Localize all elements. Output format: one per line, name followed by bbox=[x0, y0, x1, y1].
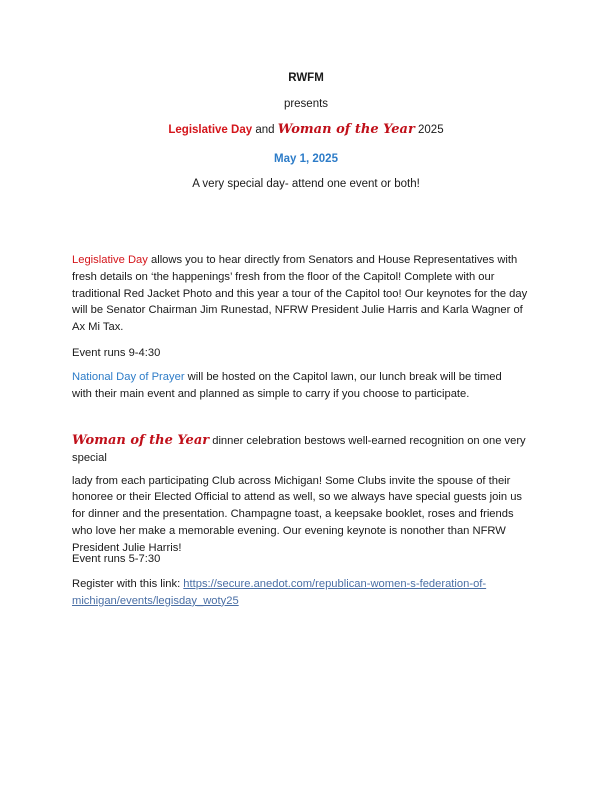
legislative-paragraph bbox=[72, 252, 540, 336]
prayer-paragraph bbox=[72, 369, 540, 403]
legislative-lead: Legislative Day bbox=[72, 254, 148, 266]
event-title-line bbox=[0, 122, 612, 137]
legislative-line-5: Ax Mi Tax. bbox=[72, 321, 124, 334]
and-text: and bbox=[255, 124, 275, 136]
woty-line-2: lady from each participating Club across Michigan! Some Clubs invite the spouse of their bbox=[72, 474, 511, 487]
register-label: Register with this link: bbox=[72, 578, 184, 590]
org-name: RWFM bbox=[288, 72, 324, 84]
event2-title: Woman of the Year bbox=[277, 122, 415, 137]
legislative-line-1: allows you to hear directly from Senators and House Representatives with bbox=[147, 254, 518, 266]
year-text: 2025 bbox=[418, 124, 444, 136]
woty-line-6: President Julie Harris! bbox=[72, 541, 182, 554]
prayer-line-1: will be hosted on the Capitol lawn, our lunch break will be timed bbox=[184, 371, 502, 383]
event-date: May 1, 2025 bbox=[274, 153, 338, 165]
tagline: A very special day- attend one event or both! bbox=[192, 178, 420, 190]
prayer-line-2: with their main event and planned as simple to carry if you choose to participate. bbox=[72, 387, 470, 400]
woty-lead: Woman of the Year bbox=[72, 433, 210, 448]
woty-line-4: for dinner and the presentation. Champagne toast, a keepsake booklet, roses and friends bbox=[72, 508, 514, 521]
woty-runs: Event runs 5-7:30 bbox=[72, 553, 161, 565]
woty-line-1: dinner celebration bestows well-earned recognition on one very special bbox=[72, 435, 526, 464]
register-link-part-1[interactable]: https://secure.anedot.com/republican-women-s-federation-of- bbox=[183, 578, 487, 590]
woty-line-5: who love her make a memorable evening. Our evening keynote is nonother than NFRW bbox=[72, 524, 506, 537]
presents-text: presents bbox=[283, 98, 329, 110]
woty-line-3: honoree or their Elected Official to attend as well, so we always have special guests join us bbox=[72, 491, 523, 504]
prayer-lead: National Day of Prayer bbox=[72, 371, 185, 383]
legislative-runs: Event runs 9-4:30 bbox=[72, 347, 161, 359]
woty-paragraph bbox=[72, 433, 540, 557]
register-link-part-2[interactable]: michigan/events/legisday_woty25 bbox=[72, 594, 239, 607]
register-paragraph bbox=[72, 576, 540, 610]
legislative-line-2: fresh details on ‘the happenings’ fresh from the floor of the Capitol! Complete with our bbox=[72, 270, 495, 283]
legislative-line-3: traditional Red Jacket Photo and this year a tour of the Capitol too! Our keynotes for the day bbox=[72, 287, 528, 300]
event1-title: Legislative Day bbox=[168, 124, 253, 136]
legislative-line-4: will be Senator Chairman Jim Runestad, NFRW President Julie Harris and Karla Wagner of bbox=[72, 304, 523, 317]
